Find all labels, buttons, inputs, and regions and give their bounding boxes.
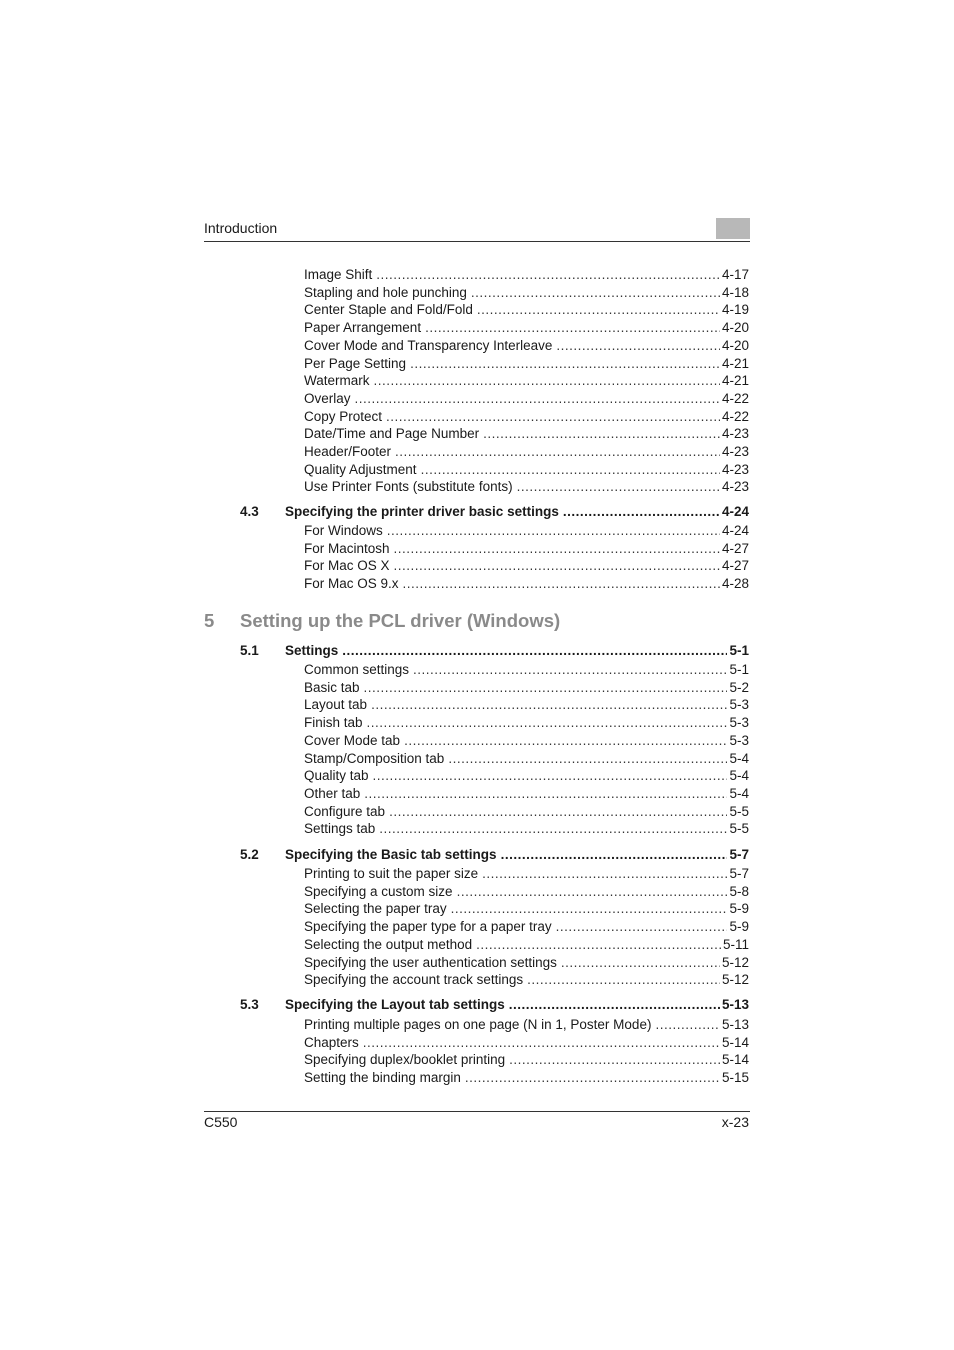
dot-leader — [556, 337, 720, 355]
toc-entry-title: Chapters — [304, 1034, 359, 1050]
toc-entry[interactable] — [304, 732, 749, 750]
toc-entry[interactable] — [304, 661, 749, 679]
toc-entry-title: Setting the binding margin — [304, 1070, 461, 1086]
toc-entry[interactable] — [304, 767, 749, 785]
toc-entry-title: Per Page Setting — [304, 355, 407, 371]
chapter-heading — [204, 610, 560, 632]
toc-entry-title: Layout tab — [304, 697, 368, 713]
toc-entry[interactable] — [304, 820, 749, 838]
toc-entry-page: 5-4 — [729, 750, 749, 766]
toc-entry-title: Common settings — [304, 662, 410, 677]
toc-entry-page: 5-9 — [729, 919, 749, 935]
dot-leader — [501, 846, 728, 864]
toc-entry[interactable] — [304, 284, 749, 302]
dot-leader — [421, 461, 720, 479]
toc-entry[interactable] — [304, 390, 749, 408]
dot-leader — [364, 785, 727, 803]
toc-entry-page: 4-20 — [721, 337, 749, 353]
toc-entry-title: Specifying the user authentication settings — [304, 954, 557, 970]
toc-entry-title: Specifying the paper type for a paper tray — [304, 919, 552, 935]
toc-entry-title: For Windows — [304, 523, 383, 538]
toc-entry-title: For Mac OS X — [304, 558, 390, 574]
toc-section-heading[interactable] — [240, 846, 749, 864]
dot-leader — [379, 820, 727, 838]
toc-entry-title: Other tab — [304, 785, 361, 801]
toc-entry[interactable] — [304, 408, 749, 426]
dot-leader — [482, 865, 727, 883]
toc-entry[interactable] — [304, 575, 749, 593]
section-title: Specifying the Layout tab settings — [285, 997, 505, 1012]
toc-entry-page: 4-27 — [721, 540, 749, 556]
dot-leader — [404, 732, 727, 750]
section-number: 5.2 — [240, 847, 259, 862]
dot-leader — [517, 478, 720, 496]
section-number: 5.1 — [240, 643, 259, 658]
toc-entry-page: 4-19 — [721, 302, 749, 318]
toc-entry[interactable] — [304, 1016, 749, 1034]
toc-entry-title: Selecting the output method — [304, 936, 473, 952]
dot-leader — [395, 443, 720, 461]
dot-leader — [448, 750, 727, 768]
section-page: 5-13 — [721, 997, 749, 1012]
toc-entry-title: Printing multiple pages on one page (N in 1, Poster Mode) — [304, 1017, 652, 1032]
dot-leader — [387, 522, 720, 540]
toc-entry[interactable] — [304, 478, 749, 496]
toc-entry-page: 4-27 — [721, 558, 749, 574]
dot-leader — [471, 284, 720, 302]
dot-leader — [477, 301, 720, 319]
dot-leader — [363, 1034, 720, 1052]
toc-entry[interactable] — [304, 1069, 749, 1087]
toc-entry[interactable] — [304, 425, 749, 443]
dot-leader — [457, 883, 728, 901]
dot-leader — [410, 355, 720, 373]
toc-entry[interactable] — [304, 461, 749, 479]
toc-entry-title: Cover Mode tab — [304, 732, 401, 748]
toc-entry[interactable] — [304, 337, 749, 355]
toc-entry-title: Overlay — [304, 390, 351, 406]
toc-entry-page: 5-4 — [729, 768, 749, 784]
toc-entry-page: 4-21 — [721, 373, 749, 389]
dot-leader — [394, 540, 720, 558]
running-header: Introduction — [204, 220, 278, 236]
toc-entry[interactable] — [304, 355, 749, 373]
toc-entry-title: Copy Protect — [304, 408, 383, 424]
toc-entry-page: 5-3 — [729, 732, 749, 748]
dot-leader — [563, 503, 720, 521]
toc-section-heading[interactable] — [240, 503, 749, 521]
toc-entry-page: 4-28 — [721, 576, 749, 592]
toc-entry-title: Specifying the account track settings — [304, 972, 524, 988]
toc-entry-page: 4-23 — [721, 461, 749, 477]
dot-leader — [509, 996, 720, 1014]
toc-entry-page: 4-23 — [721, 479, 749, 495]
toc-entry-page: 5-13 — [721, 1017, 749, 1032]
toc-entry-page: 5-9 — [729, 901, 749, 917]
toc-entry-page: 4-23 — [721, 444, 749, 459]
toc-entry-page: 5-4 — [729, 785, 749, 801]
toc-entry-page: 5-14 — [721, 1034, 749, 1050]
toc-entry-title: Finish tab — [304, 715, 363, 731]
section-page: 5-1 — [729, 643, 749, 658]
toc-entry-page: 5-14 — [721, 1052, 749, 1068]
toc-entry-title: Use Printer Fonts (substitute fonts) — [304, 479, 513, 495]
toc-entry[interactable] — [304, 557, 749, 575]
footer-page-number: x-23 — [721, 1114, 749, 1130]
toc-entry-title: For Mac OS 9.x — [304, 576, 399, 592]
toc-entry[interactable] — [304, 372, 749, 390]
toc-entry-title: Header/Footer — [304, 444, 392, 459]
toc-entry-title: Basic tab — [304, 679, 360, 695]
toc-entry-title: Configure tab — [304, 803, 386, 819]
toc-entry[interactable] — [304, 803, 749, 821]
toc-entry[interactable] — [304, 319, 749, 337]
toc-section-heading[interactable] — [240, 996, 749, 1014]
dot-leader — [413, 661, 727, 679]
dot-leader — [364, 679, 728, 697]
toc-entry-title: Specifying duplex/booklet printing — [304, 1052, 506, 1068]
dot-leader — [465, 1069, 720, 1087]
dot-leader — [561, 954, 720, 972]
dot-leader — [342, 642, 727, 660]
dot-leader — [451, 900, 728, 918]
toc-entry-page: 4-20 — [721, 320, 749, 336]
toc-entry[interactable] — [304, 266, 749, 284]
dot-leader — [556, 918, 728, 936]
toc-entry-page: 4-17 — [721, 267, 749, 282]
chapter-title: Setting up the PCL driver (Windows) — [240, 610, 561, 631]
toc-entry-title: Paper Arrangement — [304, 320, 422, 336]
toc-entry[interactable] — [304, 679, 749, 697]
toc-entry[interactable] — [304, 301, 749, 319]
dot-leader — [371, 696, 727, 714]
toc-entry-title: Specifying a custom size — [304, 883, 453, 899]
dot-leader — [367, 714, 728, 732]
toc-entry-page: 5-3 — [729, 697, 749, 713]
section-title: Settings — [285, 643, 339, 658]
dot-leader — [374, 372, 720, 390]
toc-entry-page: 5-12 — [721, 954, 749, 970]
dot-leader — [509, 1051, 720, 1069]
dot-leader — [355, 390, 720, 408]
footer-divider — [204, 1111, 750, 1112]
section-page: 5-7 — [729, 847, 749, 862]
toc-entry-title: Cover Mode and Transparency Interleave — [304, 337, 553, 353]
toc-entry[interactable] — [304, 900, 749, 918]
toc-entry[interactable] — [304, 1034, 749, 1052]
toc-entry-title: For Macintosh — [304, 540, 390, 556]
dot-leader — [655, 1016, 720, 1034]
toc-entry-page: 5-2 — [729, 679, 749, 695]
toc-entry-title: Stapling and hole punching — [304, 284, 467, 300]
chapter-number: 5 — [204, 610, 215, 631]
toc-entry-page: 5-5 — [729, 803, 749, 819]
toc-entry-title: Date/Time and Page Number — [304, 426, 480, 442]
section-page: 4-24 — [721, 504, 749, 519]
toc-entry-title: Watermark — [304, 373, 370, 389]
toc-entry[interactable] — [304, 540, 749, 558]
toc-entry[interactable] — [304, 696, 749, 714]
toc-entry-page: 5-1 — [729, 662, 749, 677]
dot-leader — [373, 767, 728, 785]
toc-entry[interactable] — [304, 785, 749, 803]
toc-entry-title: Quality tab — [304, 768, 369, 784]
toc-entry[interactable] — [304, 865, 749, 883]
toc-entry[interactable] — [304, 971, 749, 989]
dot-leader — [483, 425, 720, 443]
dot-leader — [425, 319, 720, 337]
toc-section-heading[interactable] — [240, 642, 749, 660]
toc-entry[interactable] — [304, 1051, 749, 1069]
toc-entry-page: 4-23 — [721, 426, 749, 442]
dot-leader — [403, 575, 720, 593]
toc-entry[interactable] — [304, 714, 749, 732]
dot-leader — [476, 936, 721, 954]
toc-entry[interactable] — [304, 443, 749, 461]
dot-leader — [389, 803, 727, 821]
toc-entry[interactable] — [304, 750, 749, 768]
toc-entry[interactable] — [304, 918, 749, 936]
toc-entry[interactable] — [304, 883, 749, 901]
dot-leader — [376, 266, 720, 284]
toc-entry[interactable] — [304, 522, 749, 540]
dot-leader — [386, 408, 720, 426]
section-title: Specifying the printer driver basic settings — [285, 504, 559, 519]
toc-entry-page: 5-11 — [722, 936, 749, 952]
toc-entry-page: 5-5 — [729, 821, 749, 837]
toc-entry-page: 4-24 — [721, 523, 749, 538]
toc-entry-title: Selecting the paper tray — [304, 901, 447, 917]
toc-entry-page: 5-7 — [729, 866, 749, 881]
toc-entry-page: 4-21 — [721, 355, 749, 371]
toc-entry-title: Center Staple and Fold/Fold — [304, 302, 473, 318]
toc-entry-page: 5-12 — [721, 972, 749, 988]
toc-entry-page: 4-22 — [721, 390, 749, 406]
toc-entry-page: 4-18 — [721, 284, 749, 300]
section-number: 5.3 — [240, 997, 259, 1012]
toc-entry[interactable] — [304, 954, 749, 972]
toc-entry-page: 5-15 — [721, 1070, 749, 1086]
toc-entry-title: Printing to suit the paper size — [304, 866, 479, 881]
toc-entry-page: 5-8 — [729, 883, 749, 899]
section-number: 4.3 — [240, 504, 259, 519]
toc-entry-page: 5-3 — [729, 715, 749, 731]
section-title: Specifying the Basic tab settings — [285, 847, 497, 862]
toc-entry-title: Quality Adjustment — [304, 461, 417, 477]
toc-entry-page: 4-22 — [721, 408, 749, 424]
toc-entry-title: Stamp/Composition tab — [304, 750, 445, 766]
toc-entry-title: Settings tab — [304, 821, 376, 837]
footer-model: C550 — [204, 1114, 238, 1130]
dot-leader — [527, 971, 720, 989]
toc-entry[interactable] — [304, 936, 749, 954]
dot-leader — [394, 557, 720, 575]
toc-entry-title: Image Shift — [304, 267, 373, 282]
